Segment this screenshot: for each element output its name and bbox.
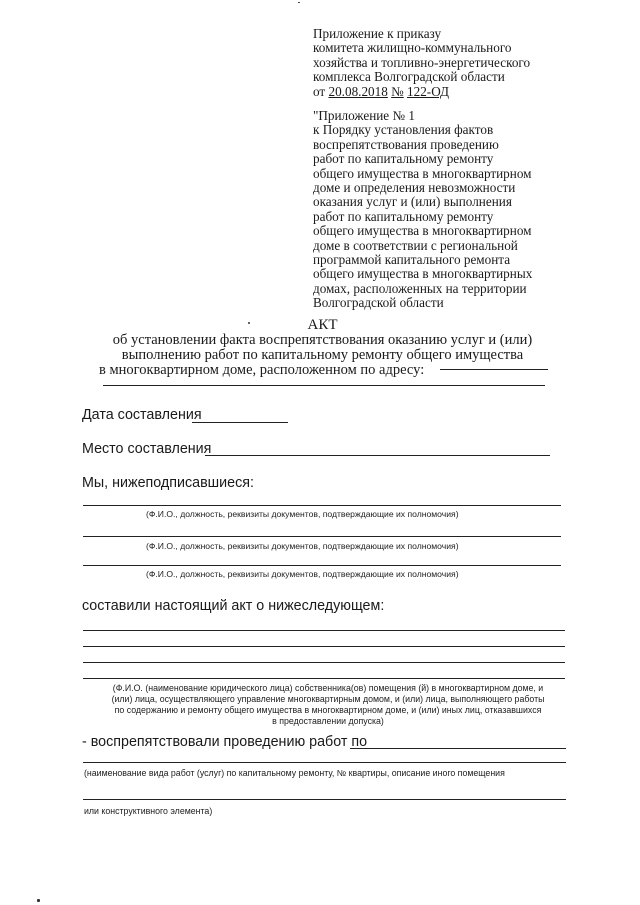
appendix-line: доме в соответствии с региональной xyxy=(313,237,518,253)
appendix-line: "Приложение № 1 xyxy=(313,108,415,123)
statement-field-line[interactable] xyxy=(83,646,565,647)
note-line: (Ф.И.О. (наименование юридического лица) собственника(ов) помещения (й) в многоквартирном доме, и xyxy=(112,683,544,693)
appendix-line: общего имущества в многоквартирном xyxy=(313,165,532,181)
scan-speck xyxy=(37,899,40,902)
header-line: комитета жилищно-коммунального xyxy=(313,40,512,56)
appendix-line: общего имущества в многоквартирном xyxy=(313,223,532,239)
note-line: в предоставлении допуска) xyxy=(272,716,384,726)
statement-field-line[interactable] xyxy=(83,662,565,663)
obstructed-label: - воспрепятствовали проведению работ по xyxy=(82,734,368,750)
date-label: Дата составления xyxy=(82,407,202,423)
works-field-line[interactable] xyxy=(350,748,566,749)
order-date-line xyxy=(313,85,613,99)
signatories-label: Мы, нижеподписавшиеся: xyxy=(82,475,254,491)
place-field-line[interactable] xyxy=(205,455,550,456)
appendix-line: домах, расположенных на территории xyxy=(313,280,527,296)
date-field-line[interactable] xyxy=(192,422,288,423)
order-number: 122-ОД xyxy=(407,83,450,99)
appendix-line: Волгоградской области xyxy=(313,295,444,311)
act-heading: АКТ xyxy=(307,317,338,333)
signer-hint: (Ф.И.О., должность, реквизиты документов, подтверждающие их полномочия) xyxy=(146,509,459,519)
order-attachment-header xyxy=(313,27,613,99)
appendix-line: к Порядку установления фактов xyxy=(313,122,494,138)
number-prefix: № xyxy=(391,83,404,99)
compiled-label: составили настоящий акт о нижеследующем: xyxy=(82,598,385,614)
parties-note xyxy=(84,683,572,727)
appendix-line: общего имущества в многоквартирных xyxy=(313,266,533,282)
works-hint: (наименование вида работ (услуг) по капитальному ремонту, № квартиры, описание иного помещения xyxy=(84,768,505,778)
signer-field-line[interactable] xyxy=(83,565,561,566)
signer-field-line[interactable] xyxy=(83,536,561,537)
appendix-line: доме и определения невозможности xyxy=(313,180,516,196)
header-line: Приложение к приказу xyxy=(313,26,442,41)
signer-hint: (Ф.И.О., должность, реквизиты документов, подтверждающие их полномочия) xyxy=(146,569,459,579)
note-line: по содержанию и ремонту общего имущества в многоквартирном доме, и (или) иных лиц, отказавшихся xyxy=(114,705,542,715)
statement-field-line[interactable] xyxy=(83,630,565,631)
statement-field-line[interactable] xyxy=(83,678,565,679)
signer-hint: (Ф.И.О., должность, реквизиты документов, подтверждающие их полномочия) xyxy=(146,541,459,551)
appendix-line: работ по капитальному ремонту xyxy=(313,151,494,167)
date-prefix: от xyxy=(313,83,326,99)
order-date: 20.08.2018 xyxy=(328,83,388,99)
act-title-line: выполнению работ по капитальному ремонту общего имущества xyxy=(121,347,524,363)
appendix-line: оказания услуг и (или) выполнения xyxy=(313,194,512,210)
appendix-reference xyxy=(313,109,613,311)
scan-speck xyxy=(298,2,300,3)
works-hint-continued: или конструктивного элемента) xyxy=(84,806,213,816)
place-label: Место составления xyxy=(82,441,212,457)
works-field-line-2[interactable] xyxy=(83,762,566,763)
act-title-line xyxy=(95,363,550,378)
signer-field-line[interactable] xyxy=(83,505,561,506)
appendix-line: воспрепятствования проведению xyxy=(313,136,499,152)
scan-speck xyxy=(248,322,250,324)
header-line: хозяйства и топливно-энергетического xyxy=(313,54,531,70)
appendix-line: программой капитального ремонта xyxy=(313,252,511,268)
note-line: (или) лица, осуществляющего управление многоквартирным домом, и (или) лица, выполняющего работы xyxy=(111,694,545,704)
address-field-line[interactable] xyxy=(440,369,548,370)
act-title-line: об установлении факта воспрепятствования оказанию услуг и (или) xyxy=(112,332,533,348)
appendix-line: работ по капитальному ремонту xyxy=(313,208,494,224)
address-label: в многоквартирном доме, расположенном по адресу: xyxy=(99,362,425,378)
header-line: комплекса Волгоградской области xyxy=(313,69,505,85)
address-field-line-2[interactable] xyxy=(103,385,545,386)
works-field-line-3[interactable] xyxy=(83,799,566,800)
